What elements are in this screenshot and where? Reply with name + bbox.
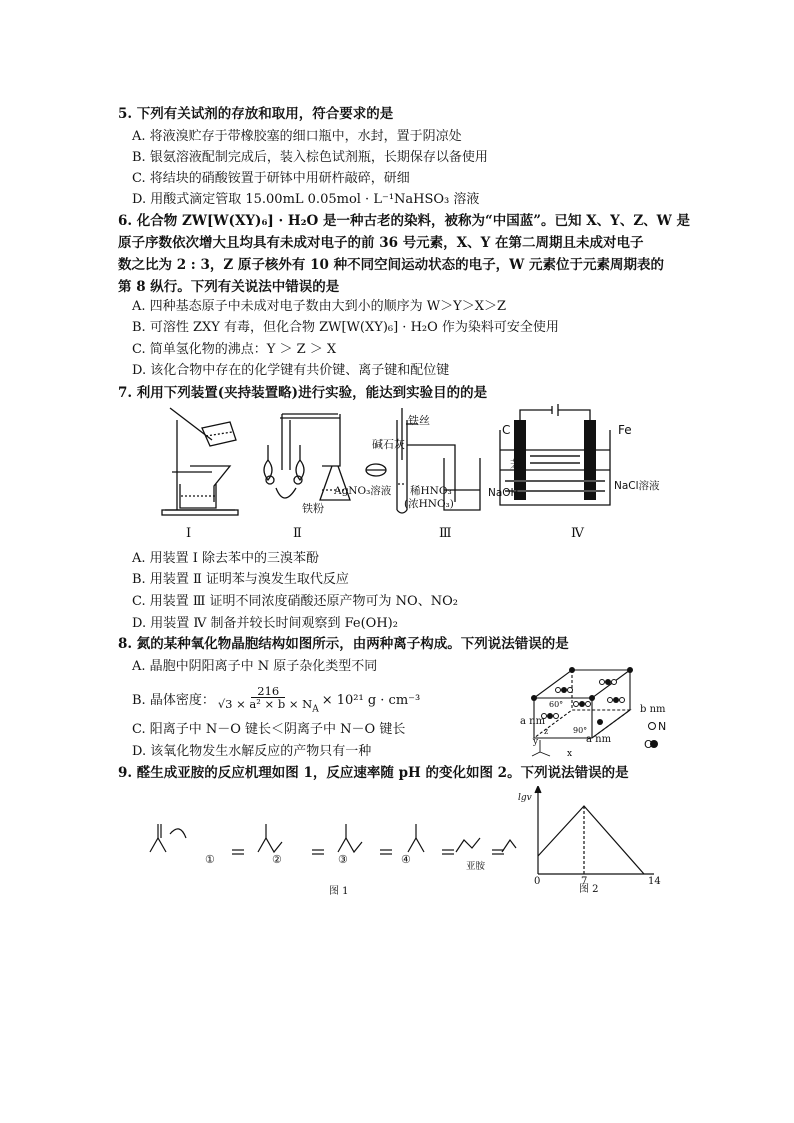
label-b-nm: b nm	[640, 704, 666, 715]
label-angle-60: 60°	[549, 700, 564, 709]
fig2-tick-7: 7	[581, 876, 588, 887]
label-axis-y: y	[533, 737, 539, 747]
step-3: ③	[338, 853, 348, 866]
apparatus-label-3: Ⅲ	[439, 526, 452, 541]
label-imine: 亚胺	[466, 861, 486, 872]
label-a-nm-left: a nm	[520, 716, 546, 727]
fig1-caption: 图 1	[329, 886, 349, 897]
q6-option-d: D. 该化合物中存在的化学键有共价键、离子键和配位键	[132, 363, 450, 378]
q7-apparatus-figure	[150, 400, 650, 542]
q6-stem-line2: 原子序数依次增大且均具有未成对电子的前 36 号元素，X、Y 在第二周期且未成对电子	[118, 235, 644, 251]
q7-option-d: D. 用装置 Ⅳ 制备并较长时间观察到 Fe(OH)₂	[132, 616, 398, 631]
apparatus-label-2: Ⅱ	[293, 526, 302, 541]
q5-option-b: B. 银氨溶液配制完成后，装入棕色试剂瓶，长期保存以备使用	[132, 150, 488, 165]
label-angle-90: 90°	[573, 726, 588, 735]
fig2-tick-0: 0	[534, 876, 541, 887]
q7-option-a: A. 用装置 Ⅰ 除去苯中的三溴苯酚	[132, 551, 320, 566]
q8-option-a: A. 晶胞中阴阳离子中 N 原子杂化类型不同	[132, 659, 378, 674]
q6-option-c: C. 简单氢化物的沸点：Y ＞ Z ＞ X	[132, 342, 337, 357]
fig2-caption: 图 2	[579, 884, 599, 895]
fig2-ylabel: lgv	[518, 793, 532, 803]
step-1: ①	[205, 853, 215, 866]
label-a-nm-bottom: a nm	[586, 734, 612, 745]
label-lime: 碱石灰	[372, 438, 405, 451]
q8-option-b-prefix: B. 晶体密度：	[132, 692, 215, 708]
q5-option-a: A. 将液溴贮存于带橡胶塞的细口瓶中，水封，置于阴凉处	[132, 129, 462, 144]
q8-option-b-suffix: × 10²¹ g · cm⁻³	[321, 692, 421, 708]
density-numerator: 216	[251, 686, 285, 699]
q8-option-c: C. 阳离子中 N－O 键长＜阴离子中 N－O 键长	[132, 722, 406, 737]
label-c-electrode: C	[502, 423, 511, 437]
q6-stem-line1: 6. 化合物 ZW[W(XY)₆] · H₂O 是一种古老的染料，被称为“中国蓝”。已知 X、Y、Z、W 是	[118, 213, 691, 229]
q7-option-b: B. 用装置 Ⅱ 证明苯与溴发生取代反应	[132, 572, 349, 587]
step-2: ②	[272, 853, 282, 866]
label-conc-hno3: (浓HNO₃)	[404, 498, 454, 510]
label-nacl: NaCl溶液	[614, 480, 660, 492]
q8-stem: 8. 氮的某种氧化物晶胞结构如图所示，由两种离子构成。下列说法错误的是	[118, 636, 569, 652]
q7-stem: 7. 利用下列装置(夹持装置略)进行实验，能达到实验目的的是	[118, 385, 488, 401]
q7-option-c: C. 用装置 Ⅲ 证明不同浓度硝酸还原产物可为 NO、NO₂	[132, 594, 458, 609]
label-agno3: AgNO₃溶液	[334, 485, 392, 497]
label-fe-electrode: Fe	[618, 423, 632, 437]
label-axis-x: x	[567, 749, 573, 759]
label-benzene: 苯	[510, 458, 523, 472]
q6-stem-line4: 第 8 纵行。下列有关说法中错误的是	[118, 279, 340, 295]
fig2-tick-14: 14	[648, 876, 661, 887]
q8-option-b	[132, 683, 420, 717]
q6-stem-line3: 数之比为 2 : 3，Z 原子核外有 10 种不同空间运动状态的电子，W 元素位于元素周期表的	[118, 257, 664, 273]
label-dil-hno3: 稀HNO₃	[410, 485, 452, 497]
q5-option-c: C. 将结块的硝酸铵置于研钵中用研杵敲碎，研细	[132, 171, 410, 186]
step-4: ④	[401, 853, 411, 866]
q9-stem: 9. 醛生成亚胺的反应机理如图 1，反应速率随 pH 的变化如图 2。下列说法错误的是	[118, 765, 629, 781]
label-naoh: NaOH	[488, 487, 519, 499]
q5-stem: 5. 下列有关试剂的存放和取用，符合要求的是	[118, 106, 394, 122]
rate-ph-chart	[524, 786, 664, 886]
q6-option-b: B. 可溶性 ZXY 有毒，但化合物 ZW[W(XY)₆] · H₂O 作为染料可安全使用	[132, 320, 559, 335]
apparatus-label-4: Ⅳ	[571, 526, 584, 541]
q5-option-d: D. 用酸式滴定管取 15.00mL 0.05mol · L⁻¹NaHSO₃ 溶液	[132, 192, 480, 207]
legend-n: N	[658, 720, 667, 733]
legend-o: O	[644, 738, 653, 751]
label-iron-powder: 铁粉	[302, 502, 324, 515]
density-denominator: √3 × a² × b × N	[217, 697, 313, 712]
density-denominator-sub: A	[312, 704, 319, 715]
mechanism-figure	[140, 812, 520, 880]
apparatus-label-1: Ⅰ	[186, 526, 192, 541]
q8-option-d: D. 该氧化物发生水解反应的产物只有一种	[132, 744, 372, 759]
q6-option-a: A. 四种基态原子中未成对电子数由大到小的顺序为 W＞Y＞X＞Z	[132, 299, 507, 314]
label-iron-wire: 铁丝	[408, 414, 430, 427]
label-axis-z: z	[544, 727, 549, 736]
density-fraction	[217, 683, 319, 715]
